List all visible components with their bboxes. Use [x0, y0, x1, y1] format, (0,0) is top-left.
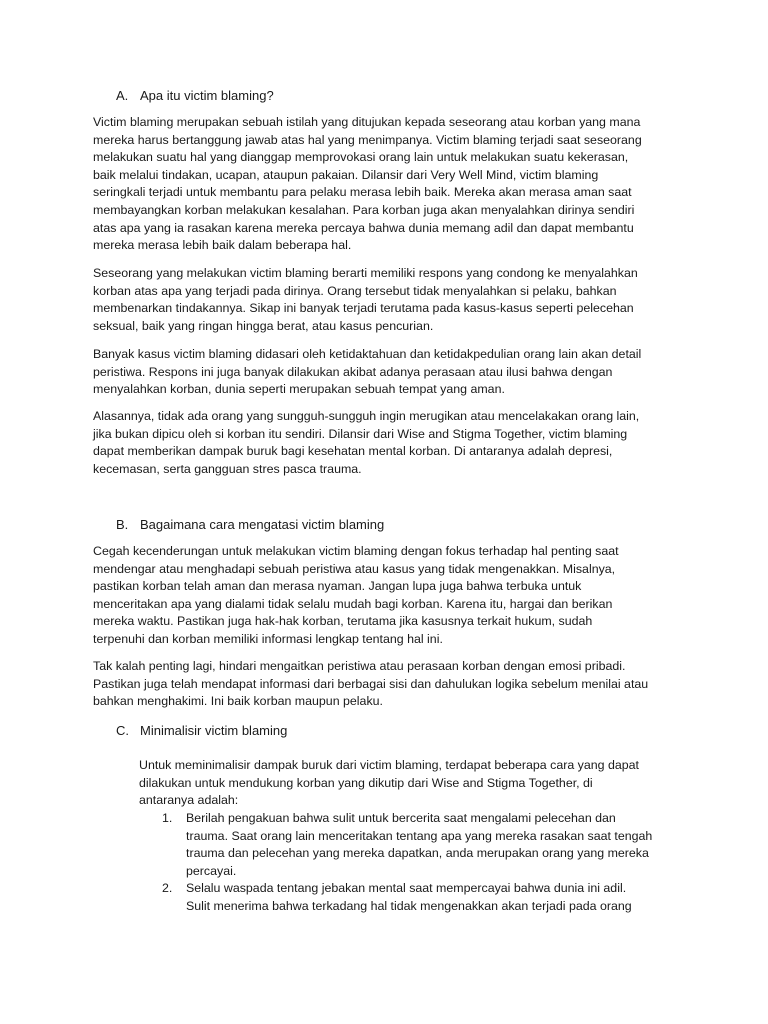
list-item — [162, 880, 682, 915]
text-line: Tak kalah penting lagi, hindari mengaitkan peristiwa atau perasaan korban dengan emosi pribadi. — [93, 659, 626, 673]
text-line: antaranya adalah: — [139, 793, 239, 808]
list-item — [162, 810, 682, 880]
text-line: dilakukan untuk mendukung korban yang dikutip dari Wise and Stigma Together, di — [139, 775, 593, 790]
text-line: Selalu waspada tentang jebakan mental saat mempercayai bahwa dunia ini adil. — [186, 881, 627, 895]
section-b-paragraph-2 — [93, 658, 681, 711]
text-line: mereka merasa lebih baik dalam beberapa hal. — [93, 238, 352, 253]
text-line: terpenuhi dan korban memiliki informasi lengkap tentang hal ini. — [93, 631, 443, 646]
text-line: trauma dan pelecehan yang mereka dapatkan, anda merupakan orang yang mereka — [186, 846, 649, 861]
text-line: mereka waktu. Pastikan juga hak-hak korban, terutama jika kasusnya terkait hukum, sudah — [93, 614, 593, 629]
text-line: Victim blaming merupakan sebuah istilah yang ditujukan kepada seseorang atau korban yang mana — [93, 115, 641, 129]
section-b-paragraph-1 — [93, 543, 681, 649]
text-line: atas apa yang ia rasakan karena mereka percaya bahwa dunia memang adil dan dapat membantu — [93, 220, 634, 235]
section-a-letter: A. — [116, 88, 129, 103]
text-line: baik melalui tindakan, ucapan, ataupun pakaian. Dilansir dari Very Well Mind, victim blaming — [93, 167, 599, 182]
text-line: jika bukan dipicu oleh si korban itu sendiri. Dilansir dari Wise and Stigma Together, victim blaming — [93, 426, 628, 441]
section-a-title: Apa itu victim blaming? — [140, 88, 274, 103]
text-line: mereka harus bertanggung jawab atas hal yang menimpanya. Victim blaming terjadi saat seseorang — [93, 132, 642, 147]
text-line: seksual, baik yang ringan hingga berat, atau kasus pencurian. — [93, 318, 434, 333]
text-line: peristiwa. Respons ini juga banyak dilakukan akibat adanya perasaan atau ilusi bahwa dengan — [93, 364, 613, 379]
section-b-title: Bagaimana cara mengatasi victim blaming — [140, 517, 385, 532]
text-line: pastikan korban telah aman dan merasa nyaman. Jangan lupa juga bahwa terbuka untuk — [93, 579, 582, 594]
list-item-number: 2. — [162, 881, 173, 895]
section-a-paragraph-1 — [93, 114, 681, 255]
section-c-letter: C. — [116, 723, 129, 738]
section-b-letter: B. — [116, 517, 129, 532]
text-line: Berilah pengakuan bahwa sulit untuk bercerita saat mengalami pelecehan dan — [186, 811, 616, 825]
text-line: dapat memberikan dampak buruk bagi kesehatan mental korban. Di antaranya adalah depresi, — [93, 444, 613, 459]
text-line: bahkan menghakimi. Ini baik korban maupun pelaku. — [93, 694, 383, 709]
text-line: korban atas apa yang terjadi pada dirinya. Orang tersebut tidak menyalahkan si pelaku, bahkan — [93, 283, 617, 298]
text-line: membenarkan tindakannya. Sikap ini banyak terjadi terutama pada kasus-kasus seperti pelecehan — [93, 301, 634, 316]
text-line: menyalahkan korban, dunia seperti merupakan sebuah tempat yang aman. — [93, 382, 505, 397]
text-line: trauma. Saat orang lain menceritakan tentang apa yang mereka rasakan saat tengah — [186, 828, 653, 843]
text-line: Pastikan juga telah mendapat informasi dari berbagai sisi dan dahulukan logika sebelum menilai atau — [93, 676, 649, 691]
text-line: membayangkan korban melakukan kesalahan. Para korban juga akan menyalahkan dirinya sendiri — [93, 202, 635, 217]
section-a-paragraph-3 — [93, 346, 681, 399]
text-line: Sulit menerima bahwa terkadang hal tidak mengenakkan akan terjadi pada orang — [186, 898, 632, 913]
text-line: Cegah kecenderungan untuk melakukan victim blaming dengan fokus terhadap hal penting saat — [93, 544, 619, 558]
text-line: mendengar atau menghadapi sebuah peristiwa atau kasus yang tidak mengenakkan. Misalnya, — [93, 561, 616, 576]
text-line: melakukan suatu hal yang dianggap memprovokasi orang lain untuk melakukan suatu kekerasan, — [93, 150, 629, 165]
text-line: menceritakan apa yang dialami tidak selalu mudah bagi korban. Karena itu, hargai dan berikan — [93, 596, 613, 611]
text-line: seringkali terjadi untuk membantu para pelaku merasa lebih baik. Mereka akan merasa aman saat — [93, 185, 632, 200]
text-line: Alasannya, tidak ada orang yang sungguh-sungguh ingin merugikan atau mencelakakan orang lain, — [93, 409, 640, 423]
section-a-paragraph-4 — [93, 408, 681, 478]
section-c-heading — [116, 722, 287, 739]
section-b-heading — [116, 516, 384, 533]
section-c-title: Minimalisir victim blaming — [140, 723, 288, 738]
section-c-intro — [139, 757, 679, 810]
text-line: Seseorang yang melakukan victim blaming berarti memiliki respons yang condong ke menyalahkan — [93, 266, 638, 280]
text-line: Untuk meminimalisir dampak buruk dari victim blaming, terdapat beberapa cara yang dapat — [139, 758, 639, 772]
text-line: Banyak kasus victim blaming didasari oleh ketidaktahuan dan ketidakpedulian orang lain akan detail — [93, 347, 642, 361]
section-a-paragraph-2 — [93, 265, 681, 335]
text-line: percayai. — [186, 863, 237, 878]
list-item-number: 1. — [162, 811, 173, 825]
text-line: kecemasan, serta gangguan stres pasca trauma. — [93, 461, 362, 476]
section-a-heading — [116, 87, 274, 104]
